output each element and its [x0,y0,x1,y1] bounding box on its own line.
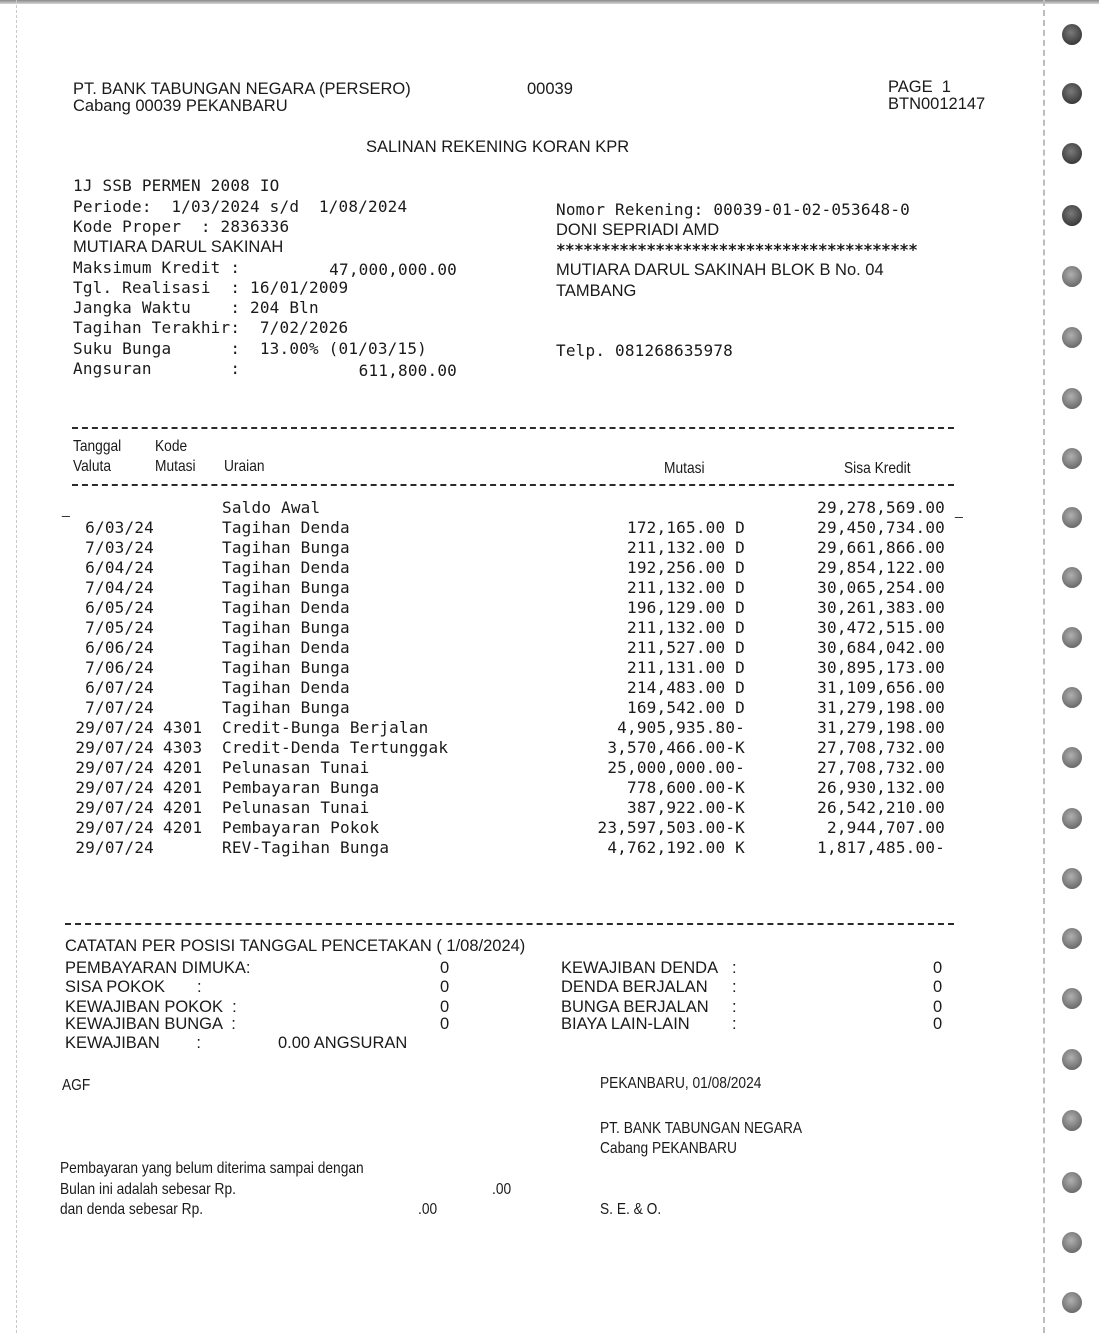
max-credit-value: 47,000,000.00 [329,260,457,279]
branch-name: Cabang 00039 PEKANBARU [73,97,288,115]
table-row [0,778,1000,798]
col-header-valuta: Valuta [73,458,112,475]
cell-mutation: 4,762,192.00 K [607,838,745,857]
cell-balance: 30,472,515.00 [817,618,945,637]
cell-mutation: 4,905,935.80- [617,718,745,737]
punch-hole-icon [1062,388,1082,409]
punch-hole-icon [1062,687,1082,708]
punch-hole-icon [1062,1172,1082,1193]
page-number: PAGE 1 [888,78,951,96]
note-label: KEWAJIBAN POKOK : [65,998,237,1016]
cell-mutation: 214,483.00 D [627,678,745,697]
cell-description: Tagihan Bunga [222,698,350,717]
punch-hole-icon [1062,928,1082,949]
table-top-divider [72,427,954,429]
paper-top-edge [0,0,1099,4]
punch-hole-icon [1062,448,1082,469]
masked-field: **************************************** [556,240,918,259]
cell-code: 4303 [163,738,203,757]
document-code: BTN0012147 [888,95,986,113]
product-code: 1J SSB PERMEN 2008 IO [73,176,280,195]
note-value: 0 [440,1015,450,1033]
customer-name: DONI SEPRIADI AMD [556,221,720,239]
table-row [0,598,1000,618]
note-value: 0 [933,978,943,996]
note-value: 0 [440,959,450,977]
cell-balance: 30,684,042.00 [817,638,945,657]
cell-date: 29/07/24 [75,718,154,737]
cell-description: Saldo Awal [222,498,321,517]
cell-balance: 30,895,173.00 [817,658,945,677]
customer-address-1: MUTIARA DARUL SAKINAH BLOK B No. 04 [556,261,884,279]
note-label: KEWAJIBAN : [65,1034,201,1052]
cell-balance: 29,278,569.00 [817,498,945,517]
cell-description: Tagihan Denda [222,598,350,617]
cell-mutation: 172,165.00 D [627,518,745,537]
installment-value: 611,800.00 [358,361,457,380]
cell-date: 7/06/24 [85,658,154,677]
punch-hole-icon [1062,868,1082,889]
note-label: DENDA BERJALAN [561,978,708,996]
table-row [0,698,1000,718]
note-value: 0 [440,998,450,1016]
table-row [0,498,1000,518]
last-billing: Tagihan Terakhir: 7/02/2026 [73,318,349,337]
table-row [0,538,1000,558]
note-value: 0 [933,959,943,977]
note-colon: : [732,959,737,977]
table-row [0,658,1000,678]
cell-balance: 31,109,656.00 [817,678,945,697]
cell-date: 29/07/24 [75,818,154,837]
cell-date: 6/04/24 [85,558,154,577]
cell-balance: 29,450,734.00 [817,518,945,537]
branch-code: 00039 [527,80,573,98]
punch-hole-icon [1062,266,1082,287]
note-label: SISA POKOK : [65,978,202,996]
loan-term: Jangka Waktu : 204 Bln [73,298,319,317]
signoff-bank: PT. BANK TABUNGAN NEGARA [600,1120,803,1137]
cell-date: 7/07/24 [85,698,154,717]
cell-balance: 31,279,198.00 [817,698,945,717]
col-header-uraian: Uraian [224,458,265,475]
note-colon: : [732,978,737,996]
cell-balance: 27,708,732.00 [817,738,945,757]
punch-hole-icon [1062,1049,1082,1070]
customer-phone: Telp. 081268635978 [556,341,733,360]
cell-date: 6/06/24 [85,638,154,657]
note-label: BUNGA BERJALAN [561,998,709,1016]
row-marker-right: _ [955,502,963,518]
punch-hole-icon [1062,1232,1082,1253]
table-row [0,818,1000,838]
punch-hole-icon [1062,205,1082,226]
table-row [0,678,1000,698]
punch-hole-icon [1062,327,1082,348]
interest-rate: Suku Bunga : 13.00% (01/03/15) [73,339,427,358]
cell-code: 4201 [163,758,203,777]
notes-title: CATATAN PER POSISI TANGGAL PENCETAKAN ( 1/08/2024) [65,937,526,955]
cell-description: Tagihan Denda [222,558,350,577]
col-header-mutasi-code: Mutasi [155,458,196,475]
cell-balance: 1,817,485.00- [817,838,945,857]
cell-date: 7/03/24 [85,538,154,557]
cell-mutation: 23,597,503.00-K [597,818,745,837]
realization-date: Tgl. Realisasi : 16/01/2009 [73,278,349,297]
table-row [0,838,1000,858]
operator-code: AGF [62,1077,91,1094]
punch-hole-icon [1062,507,1082,528]
note-value: 0.00 ANGSURAN [278,1034,408,1052]
cell-description: Tagihan Denda [222,518,350,537]
cell-date: 29/07/24 [75,798,154,817]
signoff-branch: Cabang PEKANBARU [600,1140,737,1157]
cell-date: 6/03/24 [85,518,154,537]
cell-mutation: 211,132.00 D [627,618,745,637]
project-name: MUTIARA DARUL SAKINAH [73,238,284,256]
punch-hole-icon [1062,1110,1082,1131]
cell-description: Pelunasan Tunai [222,798,370,817]
col-header-kode: Kode [155,438,188,455]
cell-mutation: 211,132.00 D [627,578,745,597]
cell-description: Tagihan Denda [222,678,350,697]
cell-code: 4201 [163,798,203,817]
bank-name: PT. BANK TABUNGAN NEGARA (PERSERO) [73,80,411,98]
table-row [0,758,1000,778]
cell-balance: 2,944,707.00 [827,818,945,837]
cell-code: 4301 [163,718,203,737]
cell-description: Pembayaran Pokok [222,818,380,837]
punch-hole-icon [1062,747,1082,768]
cell-description: Pembayaran Bunga [222,778,380,797]
place-date: PEKANBARU, 01/08/2024 [600,1075,762,1092]
cell-balance: 30,261,383.00 [817,598,945,617]
unpaid-note-amount: .00 [492,1181,512,1198]
note-label: KEWAJIBAN DENDA [561,959,719,977]
cell-description: Tagihan Bunga [222,538,350,557]
cell-description: Tagihan Bunga [222,658,350,677]
kode-proper: Kode Proper : 2836336 [73,217,290,236]
cell-mutation: 196,129.00 D [627,598,745,617]
cell-balance: 31,279,198.00 [817,718,945,737]
table-row [0,738,1000,758]
col-header-mutasi: Mutasi [664,460,705,477]
cell-mutation: 211,527.00 D [627,638,745,657]
punch-hole-icon [1062,627,1082,648]
note-colon: : [732,1015,737,1033]
table-row [0,618,1000,638]
installment-label: Angsuran : [73,359,241,378]
punch-hole-icon [1062,808,1082,829]
cell-mutation: 192,256.00 D [627,558,745,577]
note-label: PEMBAYARAN DIMUKA: [65,959,251,977]
cell-description: Pelunasan Tunai [222,758,370,777]
cell-balance: 26,542,210.00 [817,798,945,817]
table-row [0,518,1000,538]
note-colon: : [732,998,737,1016]
note-value: 0 [933,1015,943,1033]
cell-date: 6/05/24 [85,598,154,617]
notes-divider [65,923,954,925]
customer-address-2: TAMBANG [556,282,637,300]
punch-hole-icon [1062,143,1082,164]
punch-hole-icon [1062,1292,1082,1313]
table-row [0,798,1000,818]
cell-balance: 29,661,866.00 [817,538,945,557]
col-header-sisa-kredit: Sisa Kredit [844,460,911,477]
cell-date: 29/07/24 [75,738,154,757]
cell-date: 6/07/24 [85,678,154,697]
cell-code: 4201 [163,818,203,837]
punch-hole-icon [1062,83,1082,104]
cell-mutation: 25,000,000.00- [607,758,745,777]
cell-date: 29/07/24 [75,778,154,797]
table-header-divider [72,484,954,486]
cell-balance: 26,930,132.00 [817,778,945,797]
cell-mutation: 211,131.00 D [627,658,745,677]
page-title: SALINAN REKENING KORAN KPR [366,138,630,156]
cell-description: Credit-Denda Tertunggak [222,738,449,757]
cell-mutation: 211,132.00 D [627,538,745,557]
cell-code: 4201 [163,778,203,797]
cell-date: 29/07/24 [75,758,154,777]
unpaid-note-label: Bulan ini adalah sebesar Rp. [60,1181,236,1198]
cell-description: REV-Tagihan Bunga [222,838,390,857]
cell-mutation: 3,570,466.00-K [607,738,745,757]
cell-balance: 30,065,254.00 [817,578,945,597]
cell-date: 7/04/24 [85,578,154,597]
cell-mutation: 387,922.00-K [627,798,745,817]
cell-date: 29/07/24 [75,838,154,857]
table-row [0,578,1000,598]
note-label: KEWAJIBAN BUNGA : [65,1015,236,1033]
seo-disclaimer: S. E. & O. [600,1201,662,1218]
account-number: Nomor Rekening: 00039-01-02-053648-0 [556,200,910,219]
cell-balance: 27,708,732.00 [817,758,945,777]
cell-description: Tagihan Bunga [222,578,350,597]
perforation-right [1043,0,1045,1333]
cell-mutation: 778,600.00-K [627,778,745,797]
cell-balance: 29,854,122.00 [817,558,945,577]
punch-hole-icon [1062,988,1082,1009]
cell-description: Tagihan Denda [222,638,350,657]
row-marker-left: _ [62,501,70,517]
note-value: 0 [440,978,450,996]
penalty-note-amount: .00 [418,1201,438,1218]
period: Periode: 1/03/2024 s/d 1/08/2024 [73,197,408,216]
punch-hole-icon [1062,567,1082,588]
table-row [0,718,1000,738]
table-row [0,638,1000,658]
cell-date: 7/05/24 [85,618,154,637]
max-credit-label: Maksimum Kredit : [73,258,241,277]
note-value: 0 [933,998,943,1016]
cell-description: Tagihan Bunga [222,618,350,637]
cell-description: Credit-Bunga Berjalan [222,718,429,737]
unpaid-note-line1: Pembayaran yang belum diterima sampai dengan [60,1160,364,1177]
penalty-note-label: dan denda sebesar Rp. [60,1201,204,1218]
table-row [0,558,1000,578]
col-header-tanggal: Tanggal [73,438,122,455]
punch-hole-icon [1062,24,1082,45]
note-label: BIAYA LAIN-LAIN [561,1015,690,1033]
cell-mutation: 169,542.00 D [627,698,745,717]
